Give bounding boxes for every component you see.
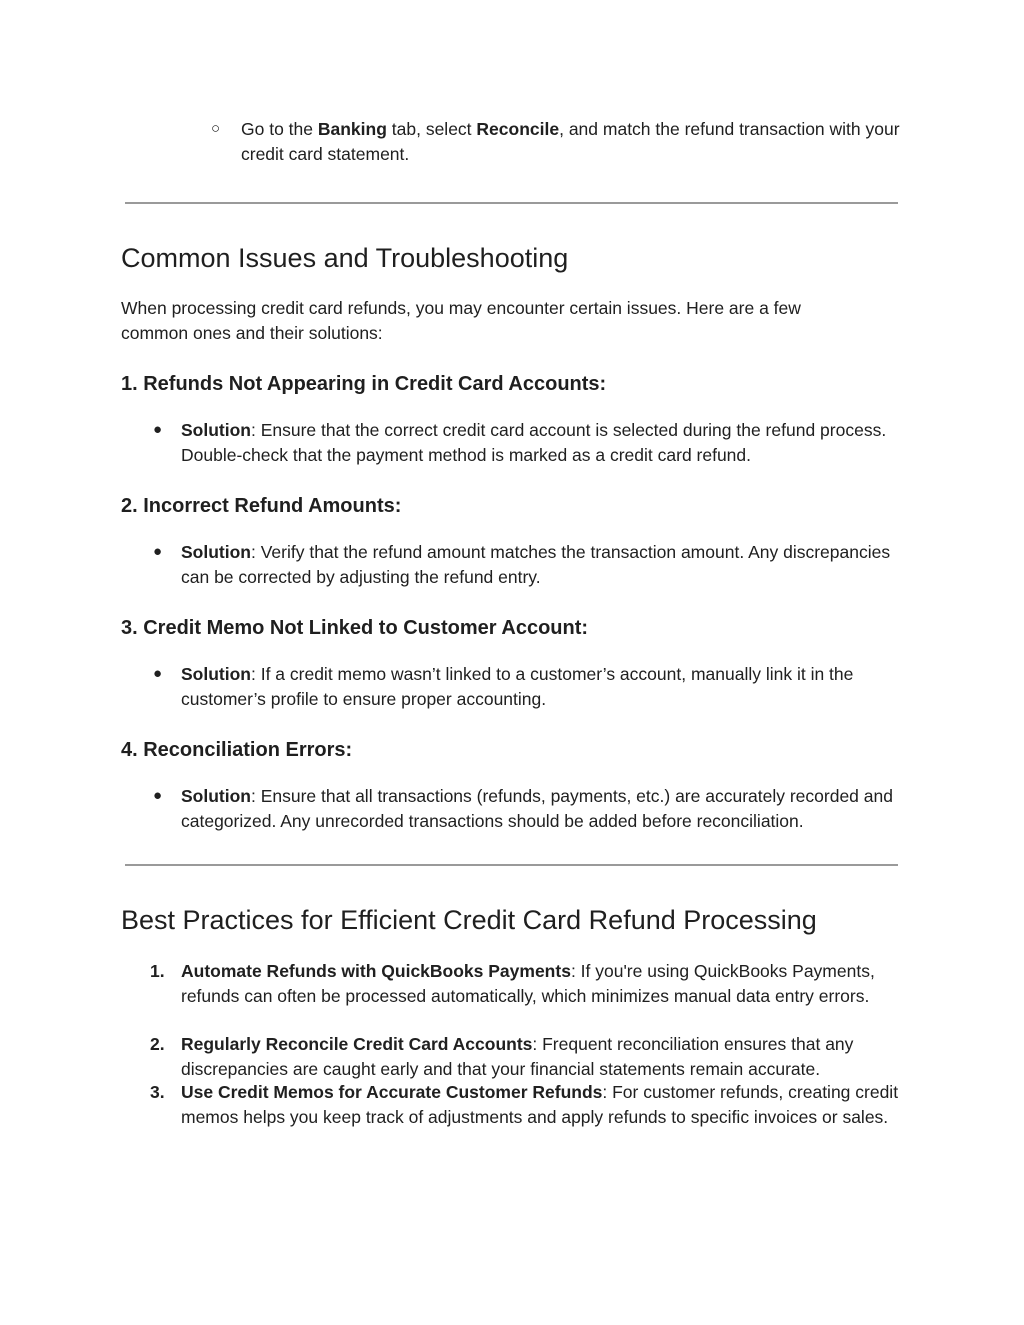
solution-label: Solution — [181, 786, 251, 806]
best-practice-item-2 — [150, 1032, 901, 1081]
bullet-icon: ● — [153, 543, 163, 560]
item-number: 2. — [150, 1034, 165, 1054]
reconcile-term: Reconcile — [476, 119, 560, 139]
solution-label: Solution — [181, 420, 251, 440]
solution-text: : Ensure that all transactions (refunds, payments, etc.) are accurately recorded and categorized. Any unrecorded transactions should be added before reconciliation. — [181, 786, 893, 831]
issue-4-heading: 4. Reconciliation Errors: — [121, 739, 353, 761]
issue-2-solution — [153, 540, 901, 589]
issue-4-solution — [153, 784, 901, 833]
practice-label: Use Credit Memos for Accurate Customer Refunds — [181, 1082, 603, 1102]
practice-text: : If you're using QuickBooks Payments, refunds can often be processed automatically, which minimizes manual data entry errors. — [181, 961, 875, 1006]
solution-text: : Verify that the refund amount matches the transaction amount. Any discrepancies can be corrected by adjusting the refund entry. — [181, 542, 891, 587]
section-divider — [125, 864, 898, 866]
bullet-icon: ● — [153, 665, 163, 682]
issue-2-heading: 2. Incorrect Refund Amounts: — [121, 495, 402, 517]
practice-label: Automate Refunds with QuickBooks Payments — [181, 961, 571, 981]
practice-label: Regularly Reconcile Credit Card Accounts — [181, 1034, 533, 1054]
step-text: tab, select — [386, 119, 477, 139]
practice-text: : For customer refunds, creating credit memos helps you keep track of adjustments and apply refunds to specific invoices or sales. — [181, 1082, 899, 1127]
issue-1-solution — [153, 418, 901, 467]
hollow-bullet-icon: ○ — [211, 120, 221, 137]
best-practices-heading: Best Practices for Efficient Credit Card Refund Processing — [121, 905, 817, 935]
item-number: 1. — [150, 961, 165, 981]
issue-3-solution — [153, 662, 901, 711]
solution-text: : If a credit memo wasn’t linked to a customer’s account, manually link it in the customer’s profile to ensure proper accounting. — [181, 664, 854, 709]
section-divider — [125, 202, 898, 204]
step-text: Go to the — [241, 119, 318, 139]
troubleshooting-intro: When processing credit card refunds, you may encounter certain issues. Here are a few common ones and their solutions: — [121, 298, 801, 343]
practice-text: : Frequent reconciliation ensures that any discrepancies are caught early and that your financial statements remain accurate. — [181, 1034, 854, 1079]
bullet-icon: ● — [153, 787, 163, 804]
banking-tab-term: Banking — [317, 119, 387, 139]
troubleshooting-heading: Common Issues and Troubleshooting — [121, 243, 569, 273]
bullet-icon: ● — [153, 421, 163, 438]
best-practice-item-1 — [150, 959, 901, 1008]
solution-text: : Ensure that the correct credit card account is selected during the refund process. Double-check that the payment method is marked as a credit card refund. — [181, 420, 887, 465]
solution-label: Solution — [181, 542, 251, 562]
best-practice-item-3 — [150, 1080, 901, 1129]
item-number: 3. — [150, 1082, 165, 1102]
step-text: , and match the refund transaction with your credit card statement. — [241, 119, 900, 164]
issue-3-heading: 3. Credit Memo Not Linked to Customer Account: — [121, 617, 589, 639]
solution-label: Solution — [181, 664, 251, 684]
issue-1-heading: 1. Refunds Not Appearing in Credit Card Accounts: — [121, 373, 607, 395]
reconcile-step — [211, 117, 901, 166]
